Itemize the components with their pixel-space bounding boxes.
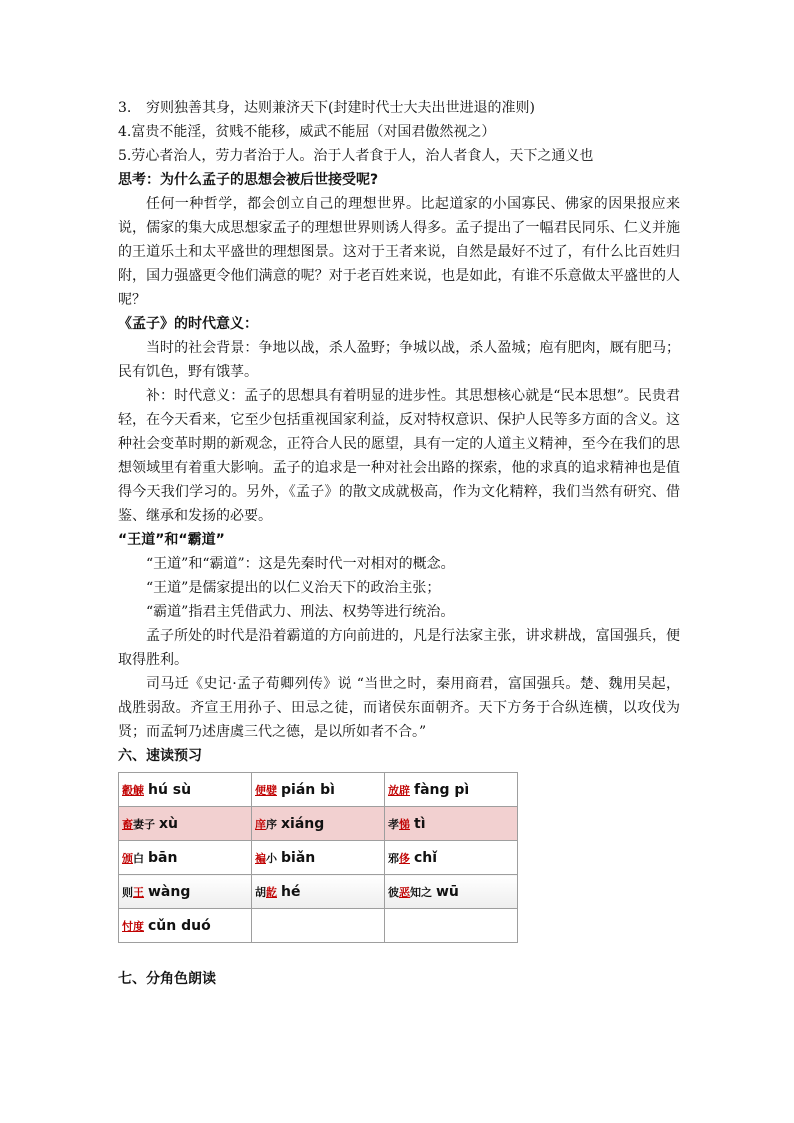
vocab-pinyin: tì <box>414 815 426 832</box>
vocab-pinyin: xù <box>159 815 178 832</box>
vocab-pinyin: pián bì <box>281 781 335 798</box>
vocabulary-table <box>118 772 518 943</box>
vocab-cell <box>385 841 518 875</box>
vocab-target: 王 <box>133 885 144 899</box>
vocab-suffix: 序 <box>266 817 277 831</box>
vocab-pinyin: chǐ <box>414 849 438 866</box>
era-heading: 《孟子》的时代意义： <box>118 316 258 332</box>
vocab-cell <box>385 909 518 943</box>
vocab-cell <box>385 875 518 909</box>
vocab-target: 畜 <box>122 817 133 831</box>
document-body <box>118 96 680 991</box>
wangdao-heading: “王道”和“霸道” <box>118 532 225 548</box>
table-row <box>119 841 518 875</box>
vocab-target: 庠 <box>255 817 266 831</box>
vocab-pinyin: fàng pì <box>414 781 470 798</box>
vocab-prefix: 邪 <box>388 851 399 865</box>
vocab-target: 忖度 <box>122 919 144 933</box>
vocab-target: 褊 <box>255 851 266 865</box>
wangdao-paragraph-4: 孟子所处的时代是沿着霸道的方向前进的，凡是行法家主张，讲求耕战，富国强兵，便取得胜利。 <box>118 628 680 668</box>
preview-heading: 六、速读预习 <box>118 748 202 764</box>
vocab-prefix: 则 <box>122 885 133 899</box>
vocab-target: 龁 <box>266 885 277 899</box>
vocab-pinyin: wàng <box>148 883 191 900</box>
roles-heading: 七、分角色朗读 <box>118 971 216 987</box>
think-heading: 思考：为什么孟子的思想会被后世接受呢? <box>118 172 379 188</box>
vocab-suffix: 白 <box>133 851 144 865</box>
vocab-pinyin: cǔn duó <box>148 917 211 934</box>
era-background-paragraph: 当时的社会背景：争地以战，杀人盈野；争城以战，杀人盈城；庖有肥肉，厩有肥马；民有饥色，野有饿莩。 <box>118 340 680 380</box>
vocab-target: 悌 <box>399 817 410 831</box>
vocab-cell <box>252 875 385 909</box>
vocab-cell <box>252 773 385 807</box>
list-number: 3. <box>118 100 132 116</box>
vocab-target: 便嬖 <box>255 783 277 797</box>
vocab-cell <box>385 807 518 841</box>
vocab-pinyin: xiáng <box>281 815 325 832</box>
vocab-cell <box>252 807 385 841</box>
list-item-4 <box>118 120 680 144</box>
vocab-prefix: 胡 <box>255 885 266 899</box>
list-item-5 <box>118 144 680 168</box>
vocab-target: 觳觫 <box>122 783 144 797</box>
table-row <box>119 909 518 943</box>
vocab-cell <box>119 773 252 807</box>
vocab-pinyin: hú sù <box>148 781 192 798</box>
vocab-target: 颁 <box>122 851 133 865</box>
list-number: 4. <box>118 124 132 140</box>
vocab-cell <box>119 875 252 909</box>
vocab-pinyin: bān <box>148 849 178 866</box>
table-row <box>119 875 518 909</box>
list-number: 5. <box>118 148 132 164</box>
vocab-target: 恶 <box>399 885 410 899</box>
vocab-prefix: 彼 <box>388 885 399 899</box>
vocab-suffix: 妻子 <box>133 817 155 831</box>
vocab-cell <box>252 841 385 875</box>
vocab-suffix: 小 <box>266 851 277 865</box>
think-paragraph: 任何一种哲学，都会创立自己的理想世界。比起道家的小国寡民、佛家的因果报应来说，儒家的集大成思想家孟子的理想世界则诱人得多。孟子提出了一幅君民同乐、仁义并施的王道乐土和太平盛世的理想图景。这对于王者来说，自然是最好不过了，有什么比百姓归附，国力强盛更令他们满意的呢？对于老百姓来说，也是如此，有谁不乐意做太平盛世的人呢？ <box>118 196 680 308</box>
era-significance-paragraph: 补：时代意义：孟子的思想具有着明显的进步性。其思想核心就是“民本思想”。民贵君轻，在今天看来，它至少包括重视国家利益，反对特权意识、保护人民等多方面的含义。这种社会变革时期的新观念，正符合人民的愿望，具有一定的人道主义精神，至今在我们的思想领域里有着重大影响。孟子的追求是一种对社会出路的探索，他的求真的追求精神也是值得今天我们学习的。另外，《孟子》的散文成就极高，作为文化精粹，我们当然有研究、借鉴、继承和发扬的必要。 <box>118 388 680 524</box>
vocab-pinyin: biǎn <box>281 849 316 866</box>
wangdao-paragraph-3: “霸道”指君主凭借武力、刑法、权势等进行统治。 <box>146 604 455 620</box>
vocab-target: 侈 <box>399 851 410 865</box>
table-row <box>119 773 518 807</box>
list-text: 劳心者治人，劳力者治于人。治于人者食于人，治人者食人，天下之通义也 <box>131 148 594 164</box>
vocab-cell <box>119 841 252 875</box>
vocab-cell <box>119 909 252 943</box>
list-text: 穷则独善其身，达则兼济天下(封建时代士大夫出世进退的准则) <box>146 100 535 116</box>
vocab-pinyin: hé <box>281 883 301 900</box>
vocab-suffix: 知之 <box>410 885 432 899</box>
wangdao-paragraph-1: “王道”和“霸道”：这是先秦时代一对相对的概念。 <box>146 556 455 572</box>
wangdao-paragraph-2: “王道”是儒家提出的以仁义治天下的政治主张； <box>146 580 441 596</box>
vocab-pinyin: wū <box>436 883 459 900</box>
list-item-3 <box>118 96 680 120</box>
wangdao-paragraph-5: 司马迁《史记·孟子荀卿列传》说 “当世之时，秦用商君，富国强兵。楚、魏用吴起，战胜弱敌。齐宣王用孙子、田忌之徒，而诸侯东面朝齐。天下方务于合纵连横，以攻伐为贤；而孟轲乃述唐虞三代之德，是以所如者不合。” <box>118 676 680 740</box>
vocab-prefix: 孝 <box>388 817 399 831</box>
vocab-cell <box>252 909 385 943</box>
vocab-target: 放辟 <box>388 783 410 797</box>
vocab-cell <box>119 807 252 841</box>
table-row <box>119 807 518 841</box>
vocab-cell <box>385 773 518 807</box>
list-text: 富贵不能淫，贫贱不能移，威武不能屈（对国君傲然视之） <box>131 124 496 140</box>
